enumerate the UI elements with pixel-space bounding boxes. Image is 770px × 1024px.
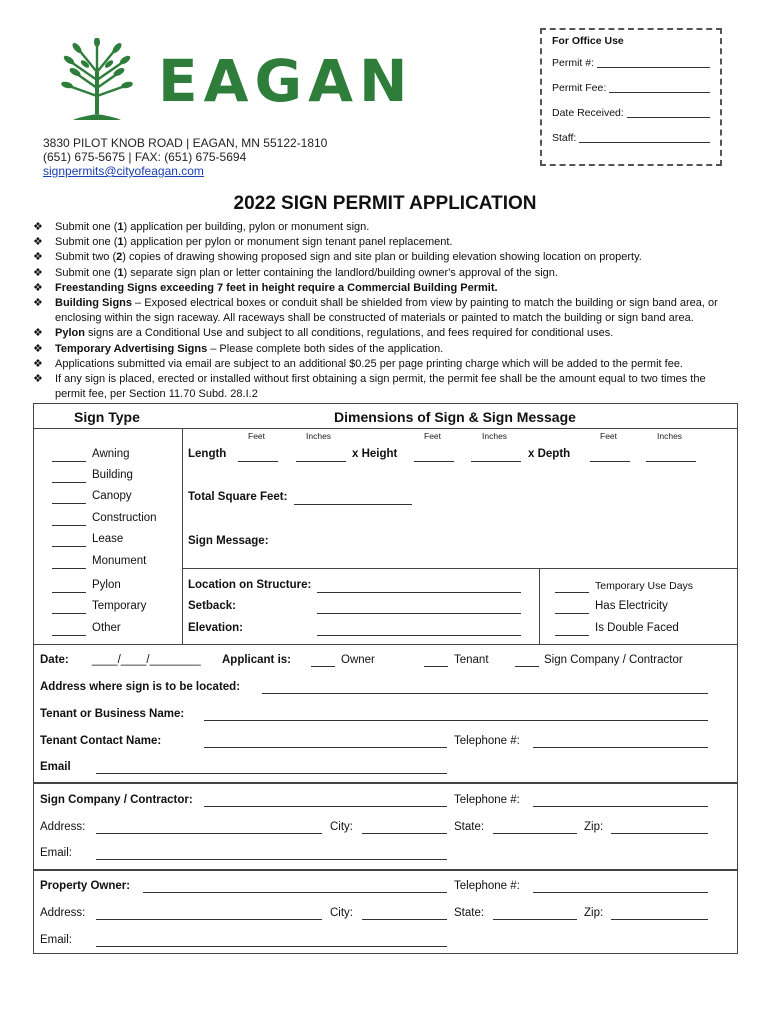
sign-company-city-field[interactable] [362, 833, 447, 834]
staff-field[interactable] [579, 132, 710, 143]
elevation-label: Elevation: [188, 622, 243, 634]
temp-use-days-field[interactable] [555, 592, 589, 593]
sign-company-telephone-field[interactable] [533, 806, 708, 807]
sign-details-table [33, 403, 738, 645]
sign-company-field[interactable] [204, 806, 447, 807]
instruction-text-part: – Please complete both sides of the application. [207, 342, 444, 355]
instruction-bold-part: Building Signs [55, 297, 132, 310]
instruction-text-part: signs are a Conditional Use and subject to all conditions, regulations, and fees required for conditional uses. [84, 327, 614, 340]
feet-label: Feet [248, 431, 266, 441]
feet-label: Feet [424, 431, 442, 441]
owner-city-field[interactable] [362, 919, 447, 920]
tenant-business-field[interactable] [204, 720, 708, 721]
address-located-field[interactable] [262, 693, 708, 694]
instruction-bold-part: 1 [117, 236, 124, 249]
sign-type-checkbox[interactable] [52, 503, 86, 504]
location-field[interactable] [317, 592, 521, 593]
sign-type-label: Other [92, 622, 121, 634]
permit-fee-field[interactable] [609, 82, 710, 93]
tenant-checkbox[interactable] [424, 666, 448, 667]
office-use-box [540, 28, 722, 166]
owner-zip-field[interactable] [611, 919, 708, 920]
date-label: Date: [40, 654, 69, 666]
instruction-text-part: If any sign is placed, erected or installed without first obtaining a sign permit, the permit fee shall be the amount equal to two times the permit fee, per Section 11.70 Subd. 28.I.2 [55, 373, 706, 401]
height-inches-field[interactable] [471, 461, 521, 462]
instruction-text-part: Submit one ( [55, 266, 118, 279]
bullet-diamond-icon: ❖ [33, 342, 43, 355]
sign-message-label: Sign Message: [188, 535, 269, 547]
sign-company-telephone-label: Telephone #: [454, 794, 520, 806]
tenant-contact-label: Tenant Contact Name: [40, 735, 162, 747]
tenant-contact-field[interactable] [204, 747, 447, 748]
sign-company-city-label: City: [330, 821, 353, 833]
setback-label: Setback: [188, 600, 236, 612]
instruction-text [55, 281, 498, 296]
tenant-option: Tenant [454, 654, 489, 666]
double-faced-field[interactable] [555, 635, 589, 636]
instruction-item [33, 266, 738, 281]
instruction-text-part: Applications submitted via email are subject to an additional $0.25 per page printing charge which will be added to the permit fee. [55, 357, 683, 370]
instruction-bold-part: 1 [117, 221, 124, 233]
sign-type-label: Construction [92, 512, 157, 524]
owner-telephone-label: Telephone #: [454, 880, 520, 892]
owner-email-field[interactable] [96, 946, 447, 947]
elevation-field[interactable] [317, 635, 521, 636]
sign-type-label: Pylon [92, 579, 121, 591]
instruction-item [33, 357, 738, 372]
bullet-diamond-icon: ❖ [33, 266, 43, 279]
sign-type-checkbox[interactable] [52, 635, 86, 636]
instruction-item [33, 326, 738, 341]
instruction-bold-part: Temporary Advertising Signs [55, 342, 208, 355]
inches-label: Inches [657, 431, 683, 441]
double-faced-label: Is Double Faced [595, 622, 679, 634]
permit-number-label: Permit #: [552, 57, 595, 69]
sign-company-state-label: State: [454, 821, 485, 833]
sign-company-zip-label: Zip: [584, 821, 604, 833]
sign-company-email-field[interactable] [96, 859, 447, 860]
date-received-field[interactable] [627, 107, 710, 118]
tenant-telephone-label: Telephone #: [454, 735, 520, 747]
sign-type-checkbox[interactable] [52, 461, 86, 462]
total-square-feet-field[interactable] [294, 504, 412, 505]
sign-type-label: Building [92, 469, 133, 481]
sign-company-option: Sign Company / Contractor [544, 654, 683, 666]
bullet-diamond-icon: ❖ [33, 357, 43, 370]
tenant-email-field[interactable] [96, 773, 447, 774]
instruction-item [33, 372, 738, 402]
total-square-feet-label: Total Square Feet: [188, 491, 288, 503]
instruction-text-part: ) application per building, pylon or monument sign. [123, 221, 370, 233]
permit-fee-label: Permit Fee: [552, 82, 607, 94]
sign-company-label: Sign Company / Contractor: [40, 794, 193, 806]
instruction-bold-part: Freestanding Signs exceeding 7 feet in height require a Commercial Building Permit. [55, 281, 498, 294]
instruction-item [33, 250, 738, 265]
instruction-text [55, 357, 683, 372]
instruction-text-part: – Exposed electrical boxes or conduit shall be shielded from view by painting to match the building or sign band area, or enclosing within the sign raceway. All raceways shall be constructed of materials or painted to match the building or sign band area. [55, 297, 718, 325]
email-link[interactable]: signpermits@cityofeagan.com [43, 164, 204, 178]
applicant-is-label: Applicant is: [222, 654, 292, 666]
sign-company-checkbox[interactable] [515, 666, 539, 667]
sign-type-header: Sign Type [74, 409, 140, 425]
height-feet-field[interactable] [414, 461, 454, 462]
sign-type-label: Lease [92, 533, 124, 545]
length-inches-field[interactable] [296, 461, 346, 462]
instruction-item [33, 220, 738, 235]
owner-address-label: Address: [40, 907, 86, 919]
sign-type-checkbox[interactable] [52, 568, 86, 569]
instruction-bold-part: 1 [117, 266, 124, 279]
sign-type-checkbox[interactable] [52, 482, 86, 483]
sign-type-checkbox[interactable] [52, 546, 86, 547]
instructions-list [33, 220, 738, 402]
instruction-item [33, 296, 738, 326]
setback-field[interactable] [317, 613, 521, 614]
sign-company-address-label: Address: [40, 821, 86, 833]
owner-address-field[interactable] [96, 919, 322, 920]
depth-inches-field[interactable] [646, 461, 696, 462]
owner-state-label: State: [454, 907, 485, 919]
instruction-text-part: ) application per pylon or monument sign tenant panel replacement. [123, 236, 453, 249]
tenant-telephone-field[interactable] [533, 747, 708, 748]
owner-telephone-field[interactable] [533, 892, 708, 893]
instruction-text [55, 250, 642, 265]
date-received-label: Date Received: [552, 107, 624, 119]
owner-checkbox[interactable] [311, 666, 335, 667]
eagan-wordmark: EAGAN [158, 47, 414, 115]
sign-company-address-field[interactable] [96, 833, 322, 834]
length-label: Length [188, 448, 227, 460]
instruction-text [55, 296, 738, 326]
bullet-diamond-icon: ❖ [33, 373, 43, 386]
owner-zip-label: Zip: [584, 907, 604, 919]
address-located-label: Address where sign is to be located: [40, 681, 241, 693]
depth-label: x Depth [528, 448, 571, 460]
has-electricity-field[interactable] [555, 613, 589, 614]
instruction-text-part: Submit two ( [55, 251, 117, 264]
phone-fax-line: (651) 675-5675 | FAX: (651) 675-5694 [43, 150, 247, 164]
staff-label: Staff: [552, 132, 577, 144]
sign-type-label: Temporary [92, 600, 147, 612]
sign-type-label: Monument [92, 555, 147, 567]
instruction-text-part: Submit one ( [55, 221, 118, 233]
inches-label: Inches [306, 431, 332, 441]
property-owner-label: Property Owner: [40, 880, 131, 892]
instruction-bold-part: Pylon [55, 327, 85, 340]
bullet-diamond-icon: ❖ [33, 281, 43, 294]
office-use-title: For Office Use [552, 35, 624, 47]
tenant-business-label: Tenant or Business Name: [40, 708, 185, 720]
property-owner-section [33, 870, 738, 954]
owner-state-field[interactable] [493, 919, 577, 920]
eagan-tree-logo [55, 38, 139, 122]
instruction-item [33, 281, 738, 296]
sign-company-state-field[interactable] [493, 833, 577, 834]
address-line: 3830 PILOT KNOB ROAD | EAGAN, MN 55122-1810 [43, 136, 328, 150]
instruction-bold-part: 2 [116, 251, 123, 264]
instruction-text [55, 266, 558, 281]
length-feet-field[interactable] [238, 461, 278, 462]
sign-type-checkbox[interactable] [52, 613, 86, 614]
instruction-item [33, 342, 738, 357]
depth-feet-field[interactable] [590, 461, 630, 462]
sign-type-checkbox[interactable] [52, 592, 86, 593]
sign-type-label: Awning [92, 448, 130, 460]
sign-company-zip-field[interactable] [611, 833, 708, 834]
owner-option: Owner [341, 654, 375, 666]
bullet-diamond-icon: ❖ [33, 327, 43, 340]
property-owner-field[interactable] [143, 892, 447, 893]
permit-number-field[interactable] [597, 57, 710, 68]
instruction-text [55, 342, 443, 357]
date-field[interactable]: ____/____/________ [92, 654, 201, 666]
instruction-text [55, 235, 452, 250]
sign-type-checkbox[interactable] [52, 525, 86, 526]
instruction-text [55, 372, 738, 402]
bullet-diamond-icon: ❖ [33, 297, 43, 310]
owner-city-label: City: [330, 907, 353, 919]
location-label: Location on Structure: [188, 579, 312, 591]
instruction-text [55, 220, 369, 235]
bullet-diamond-icon: ❖ [33, 221, 43, 233]
bullet-diamond-icon: ❖ [33, 251, 43, 264]
sign-type-label: Canopy [92, 490, 132, 502]
bullet-diamond-icon: ❖ [33, 236, 43, 249]
instruction-text [55, 326, 613, 341]
inches-label: Inches [482, 431, 508, 441]
instruction-text-part: ) separate sign plan or letter containing the landlord/building owner's approval of the sign. [123, 266, 558, 279]
owner-email-label: Email: [40, 934, 72, 946]
instruction-text-part: ) copies of drawing showing proposed sign and site plan or building elevation showing location on property. [122, 251, 642, 264]
dimensions-header: Dimensions of Sign & Sign Message [334, 409, 576, 425]
height-label: x Height [352, 448, 398, 460]
page-title: 2022 SIGN PERMIT APPLICATION [233, 193, 537, 214]
instruction-item [33, 235, 738, 250]
has-electricity-label: Has Electricity [595, 600, 668, 612]
sign-company-email-label: Email: [40, 847, 72, 859]
temp-use-days-label: Temporary Use Days [595, 580, 694, 592]
feet-label: Feet [600, 431, 618, 441]
instruction-text-part: Submit one ( [55, 236, 118, 249]
tenant-email-label: Email [40, 761, 71, 773]
